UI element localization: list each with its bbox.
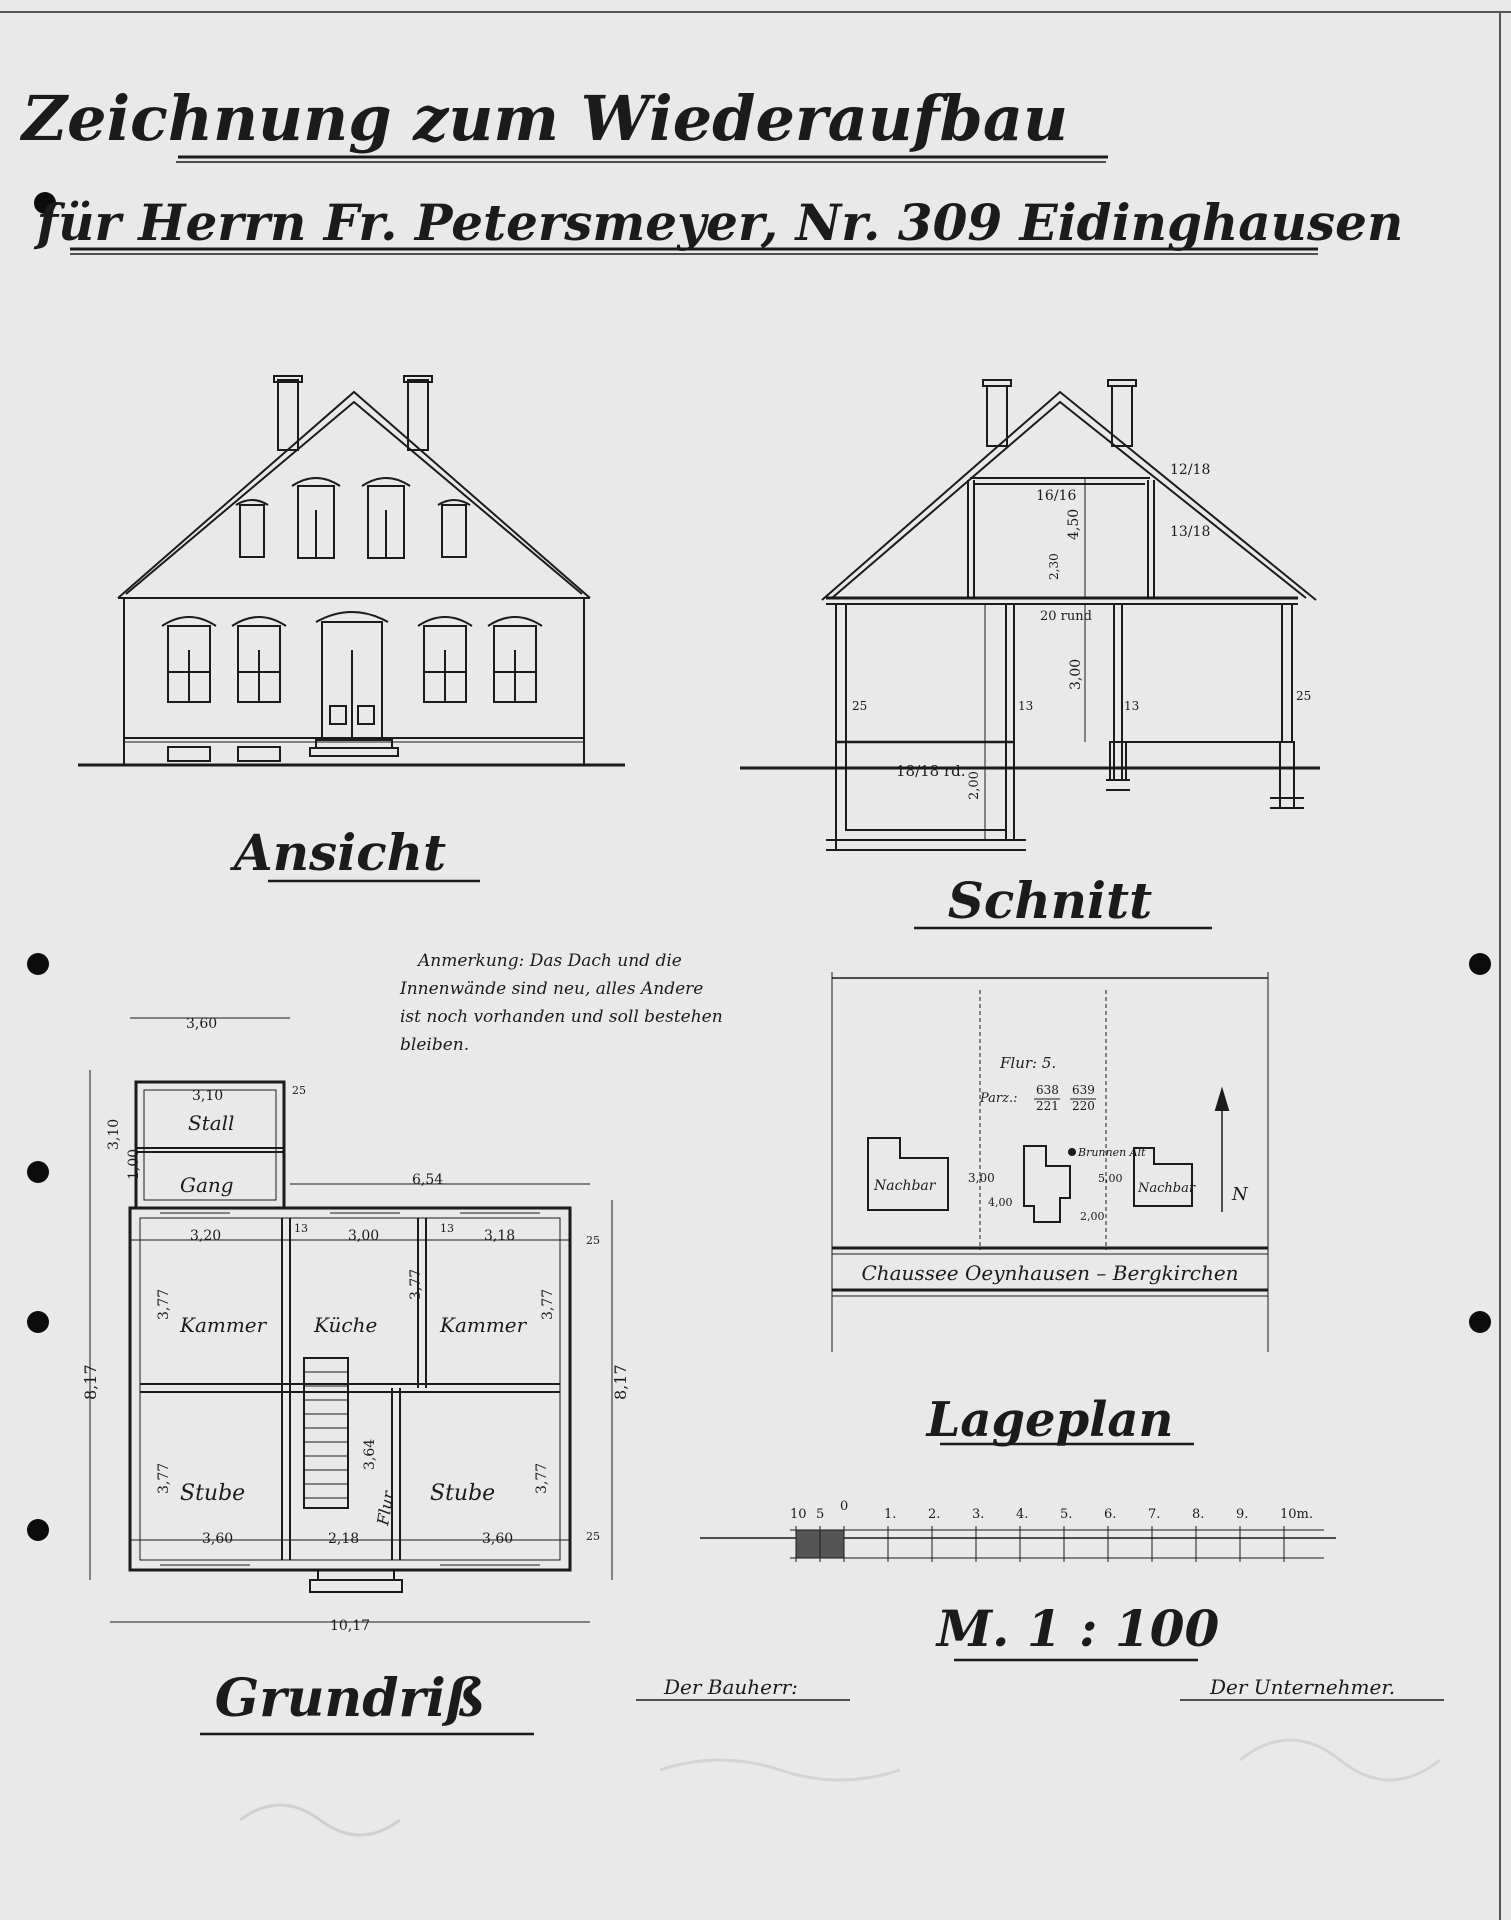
room-stube-right: Stube: [430, 1481, 496, 1506]
dim-3-64: 3,64: [362, 1438, 378, 1470]
dim-3-20: 3,20: [190, 1228, 222, 1244]
site-parz-b2: 220: [1072, 1099, 1095, 1113]
note-line-4: bleiben.: [400, 1035, 470, 1055]
dim-3-00: 3,00: [348, 1228, 380, 1244]
label-massstab: M. 1 : 100: [936, 1599, 1220, 1658]
site-parz-b: 639: [1072, 1083, 1095, 1097]
dim-3-77-b: 3,77: [408, 1268, 424, 1300]
section-dim-cellar-beam: 18/18 rd.: [896, 762, 966, 780]
dim-25-c: 25: [586, 1530, 600, 1543]
note-line-3: ist noch vorhanden und soll bestehen: [400, 1007, 723, 1027]
section-dim-13b: 13: [1124, 699, 1140, 713]
dim-13-b: 13: [440, 1222, 454, 1235]
site-dim-500: 5,00: [1098, 1172, 1123, 1185]
scale-tick-9: 9.: [1236, 1507, 1249, 1522]
site-dim-400: 4,00: [988, 1196, 1013, 1209]
dim-3-77-c: 3,77: [540, 1288, 556, 1320]
room-flur: Flur: [373, 1489, 398, 1527]
label-bauherr: Der Bauherr:: [664, 1675, 798, 1699]
site-dim-200: 2,00: [1080, 1210, 1105, 1223]
room-stube-left: Stube: [180, 1481, 246, 1506]
room-kammer-left: Kammer: [180, 1313, 267, 1337]
site-brunnen: Brunnen Alt: [1078, 1146, 1146, 1159]
scale-tick-5neg: 5: [816, 1507, 825, 1522]
scale-tick-0: 0: [840, 1499, 849, 1514]
scale-tick-3: 3.: [972, 1507, 985, 1522]
dim-1-00: 1,00: [126, 1148, 142, 1180]
section-dim-collar: 16/16: [1036, 488, 1077, 504]
scale-tick-8: 8.: [1192, 1507, 1205, 1522]
dim-3-77-a: 3,77: [156, 1288, 172, 1320]
section-dim-rafter: 12/18: [1170, 462, 1211, 478]
label-schnitt: Schnitt: [947, 871, 1153, 930]
section-dim-cellar: 2,00: [967, 771, 982, 800]
room-kammer-right: Kammer: [440, 1313, 527, 1337]
site-parz-a: 638: [1036, 1083, 1059, 1097]
dim-8-17-left: 8,17: [81, 1364, 100, 1400]
section-dim-beam: 20 rund: [1040, 609, 1092, 624]
label-grundriss: Grundriß: [214, 1668, 486, 1729]
title-line-2: für Herrn Fr. Petersmeyer, Nr. 309 Eidinghausen: [36, 193, 1404, 252]
scale-tick-10neg: 10: [790, 1507, 807, 1522]
title-line-1: Zeichnung zum Wiederaufbau: [21, 82, 1069, 155]
dim-3-60-top: 3,60: [186, 1016, 218, 1032]
dim-3-77-d: 3,77: [156, 1462, 172, 1494]
dim-3-18: 3,18: [484, 1228, 516, 1244]
site-parz-label: Parz.:: [980, 1091, 1018, 1106]
dim-3-60-bottom-right: 3,60: [482, 1531, 514, 1547]
site-north: N: [1232, 1184, 1248, 1205]
room-stall: Stall: [188, 1111, 235, 1135]
scale-tick-6: 6.: [1104, 1507, 1117, 1522]
dim-2-18: 2,18: [328, 1531, 360, 1547]
dim-3-77-e: 3,77: [534, 1462, 550, 1494]
dim-25-a: 25: [292, 1084, 306, 1097]
section-dim-25b: 25: [1296, 689, 1312, 703]
note-line-2: Innenwände sind neu, alles Andere: [400, 979, 704, 999]
section-dim-knee: 2,30: [1047, 553, 1061, 580]
section-dim-13a: 13: [1018, 699, 1034, 713]
site-parz-a2: 221: [1036, 1099, 1059, 1113]
note-line-1: Anmerkung: Das Dach und die: [418, 951, 682, 971]
dim-8-17-right: 8,17: [611, 1364, 630, 1400]
scale-tick-2: 2.: [928, 1507, 941, 1522]
room-gang: Gang: [180, 1173, 234, 1197]
section-dim-storey: 3,00: [1068, 658, 1084, 690]
dim-3-10-left: 3,10: [106, 1118, 122, 1150]
dim-13-a: 13: [294, 1222, 308, 1235]
label-ansicht: Ansicht: [233, 823, 447, 882]
label-lageplan: Lageplan: [926, 1392, 1174, 1448]
site-nachbar-left: Nachbar: [874, 1178, 936, 1194]
scale-tick-5: 5.: [1060, 1507, 1073, 1522]
section-dim-25a: 25: [852, 699, 868, 713]
dim-6-54: 6,54: [412, 1172, 444, 1188]
dim-25-b: 25: [586, 1234, 600, 1247]
scale-tick-1: 1.: [884, 1507, 897, 1522]
scale-tick-4: 4.: [1016, 1507, 1029, 1522]
site-road: Chaussee Oeynhausen – Bergkirchen: [861, 1261, 1239, 1285]
dim-10-17: 10,17: [330, 1618, 371, 1634]
site-dim-300: 3,00: [968, 1171, 995, 1185]
label-unternehmer: Der Unternehmer.: [1210, 1675, 1396, 1699]
section-dim-post: 13/18: [1170, 524, 1211, 540]
scale-tick-7: 7.: [1148, 1507, 1161, 1522]
dim-3-60-bottom-left: 3,60: [202, 1531, 234, 1547]
room-kueche: Küche: [314, 1313, 378, 1337]
site-nachbar-right: Nachbar: [1138, 1181, 1196, 1196]
dim-3-10-top: 3,10: [192, 1088, 224, 1104]
site-flur: Flur: 5.: [1000, 1054, 1057, 1072]
section-dim-roof-height: 4,50: [1066, 508, 1082, 540]
scale-tick-10m: 10m.: [1280, 1507, 1314, 1522]
